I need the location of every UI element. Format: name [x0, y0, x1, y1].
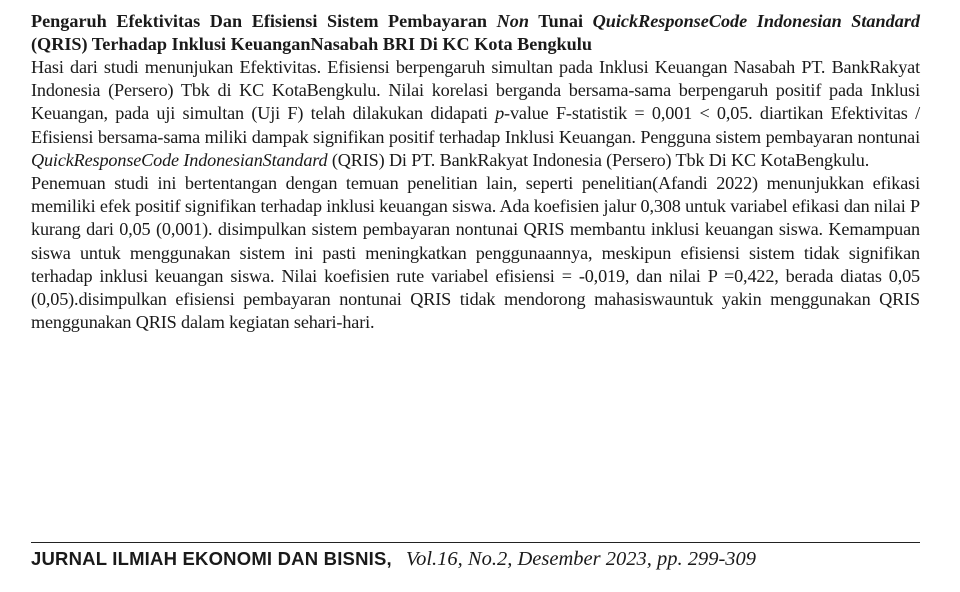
paragraph1-part-5: (QRIS) Di PT. BankRakyat Indonesia (Persero) Tbk Di KC KotaBengkulu.: [327, 149, 870, 170]
paragraph-results: [31, 56, 920, 172]
journal-name: JURNAL ILMIAH EKONOMI DAN BISNIS,: [31, 548, 392, 569]
title-italic-qris-name: QuickResponseCode Indonesian Standard: [592, 11, 920, 31]
paragraph1-part-1: Hasi dari studi menunjukan Efektivitas. Efisiensi berpengaruh simultan pada Inklusi Keuangan Nasabah PT. BankRakyat Indonesia (Persero) Tbk di KC KotaBengkulu. Nilai korelasi berganda bersama-sama berpengaruh positif pada Inklusi Keuangan, pada uji simultan (Uji F) telah dilakukan didapati: [31, 57, 920, 124]
paragraph1-italic-p: p: [495, 103, 505, 124]
title-part-1: Pengaruh Efektivitas Dan Efisiensi Sistem Pembayaran: [31, 11, 497, 31]
footer-divider: [31, 542, 920, 543]
paragraph1-part-3: -value F-statistik = 0,001 < 0,05. diartikan Efektivitas / Efisiensi bersama-sama miliki dampak signifikan positif terhadap Inklusi Keuangan. Pengguna sistem pembayaran nontunai: [31, 103, 920, 147]
page-footer: [31, 546, 931, 573]
title-part-3: Tunai: [528, 11, 593, 31]
page-body: [31, 10, 920, 334]
title-italic-non: Non: [496, 11, 529, 31]
paragraph1-italic-qris-name: QuickResponseCode IndonesianStandard: [31, 149, 328, 170]
journal-volume: Vol.16, No.2, Desember 2023, pp. 299-309: [405, 548, 757, 570]
title-part-5: (QRIS) Terhadap Inklusi KeuanganNasabah BRI Di KC Kota Bengkulu: [31, 34, 592, 54]
paragraph-discussion: Penemuan studi ini bertentangan dengan temuan penelitian lain, seperti penelitian(Afandi 2022) menunjukkan efikasi memiliki efek positif signifikan terhadap inklusi keuangan siswa. Ada koefisien jalur 0,308 untuk variabel efikasi dan nilai P kurang dari 0,05 (0,001). disimpulkan sistem pembayaran nontunai QRIS membantu inklusi keuangan siswa. Kemampuan siswa untuk menggunakan sistem ini pasti meningkatkan penggunaannya, meskipun efisiensi sistem tidak signifikan terhadap inklusi keuangan siswa. Nilai koefisien rute variabel efisiensi = -0,019, dan nilai P =0,422, berada diatas 0,05 (0,05).disimpulkan efisiensi pembayaran nontunai QRIS tidak mendorong mahasiswauntuk yakin menggunakan QRIS menggunakan QRIS dalam kegiatan sehari-hari.: [31, 173, 920, 333]
article-title: [31, 10, 920, 56]
